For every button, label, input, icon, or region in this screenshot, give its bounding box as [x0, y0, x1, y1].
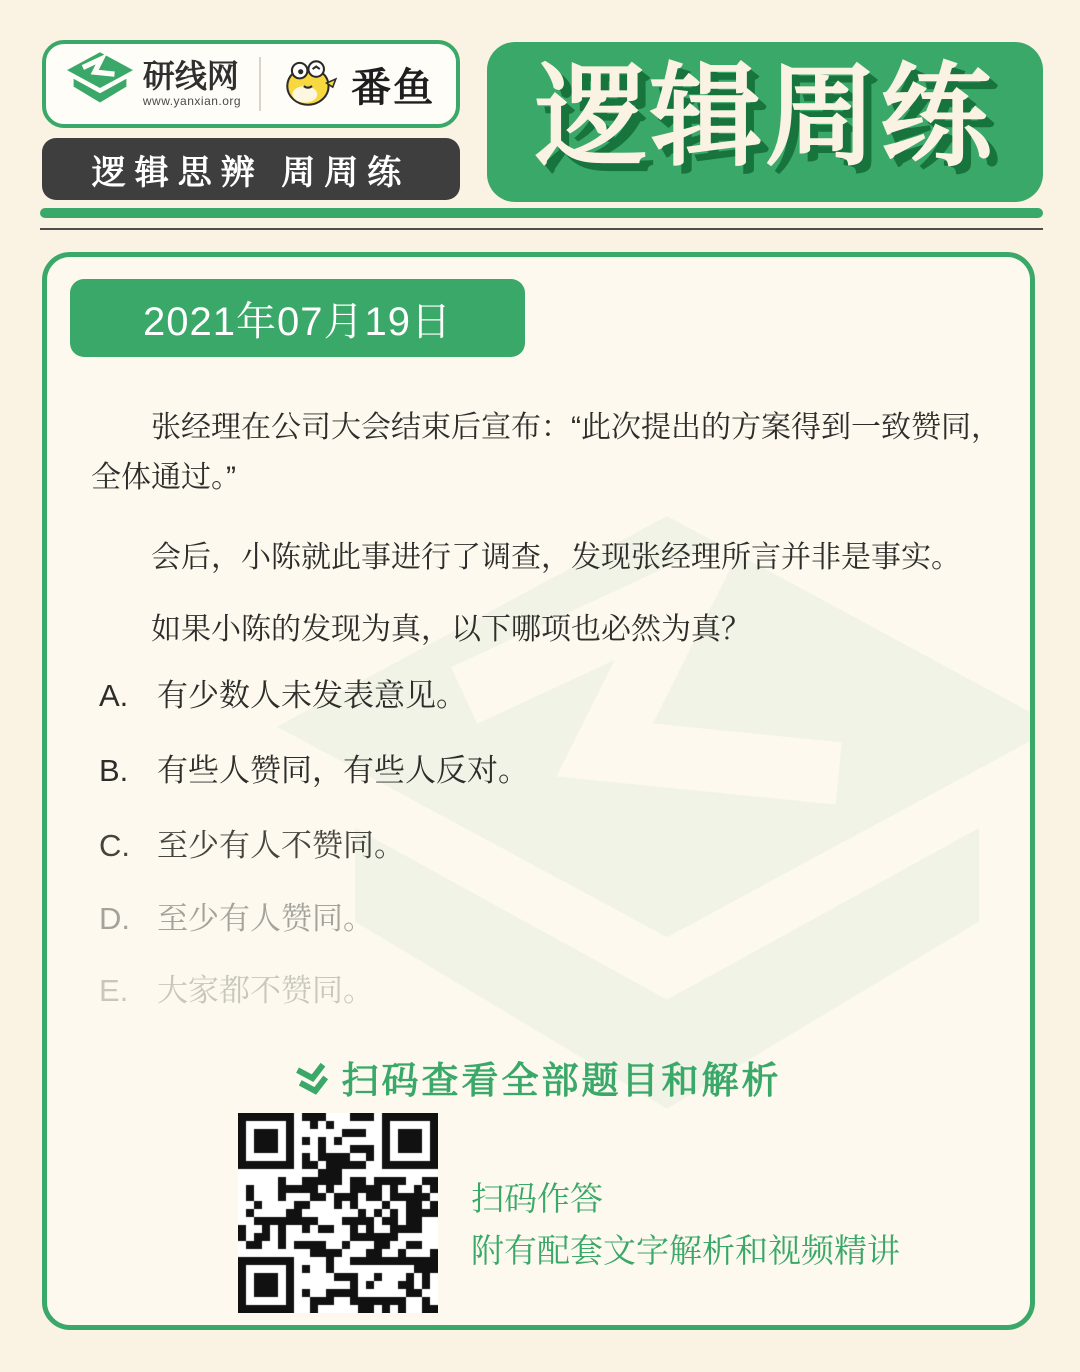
option-e-text: 大家都不赞同。: [157, 973, 374, 1008]
option-a-text: 有少数人未发表意见。: [157, 678, 467, 713]
page-title: 逻辑周练: [535, 56, 995, 180]
option-b-text: 有些人赞同，有些人反对。: [157, 753, 529, 788]
green-divider-bar: [40, 208, 1043, 218]
thin-divider-line: [40, 228, 1043, 230]
brand-name: 研线网: [142, 58, 239, 95]
question-card: [42, 252, 1035, 1330]
option-a: [99, 677, 467, 714]
date-badge: 2021年07月19日: [70, 279, 525, 357]
option-c-text: 至少有人不赞同。: [157, 828, 405, 863]
option-b: [99, 752, 529, 789]
double-chevron-down-icon: [291, 1060, 335, 1111]
vertical-divider: [259, 57, 261, 111]
option-c-letter: C.: [99, 828, 130, 863]
brand-box: [42, 40, 460, 128]
option-a-letter: A.: [99, 678, 129, 713]
question-paragraph-1: 张经理在公司大会结束后宣布：“此次提出的方案得到一致赞同，全体通过。”: [91, 411, 1001, 494]
qr-caption-line2: 附有配套文字解析和视频精讲: [471, 1232, 900, 1269]
title-box: [487, 42, 1043, 202]
question-paragraph-3: 如果小陈的发现为真，以下哪项也必然为真？: [151, 613, 751, 646]
brand-url: www.yanxian.org: [142, 93, 242, 108]
fanyu-brand-name: 番鱼: [351, 65, 436, 110]
option-d: [99, 900, 374, 937]
subtitle-badge: 逻辑思辨 周周练: [42, 138, 460, 200]
question-paragraph-2: 会后，小陈就此事进行了调查，发现张经理所言并非是事实。: [151, 541, 961, 574]
option-d-text: 至少有人赞同。: [157, 901, 374, 936]
option-e: [99, 972, 374, 1009]
option-b-letter: B.: [99, 753, 129, 788]
scan-heading: [47, 1050, 1030, 1107]
qr-code: [238, 1113, 438, 1313]
option-d-letter: D.: [99, 901, 130, 936]
qr-caption-line1: 扫码作答: [471, 1180, 603, 1217]
yanxian-logo-icon: [67, 52, 133, 117]
brand-text-block: [143, 60, 241, 108]
option-c: [99, 827, 405, 864]
option-e-letter: E.: [99, 973, 129, 1008]
fanyu-fish-icon: [279, 54, 341, 115]
scan-heading-text: 扫码查看全部题目和解析: [341, 1061, 782, 1102]
